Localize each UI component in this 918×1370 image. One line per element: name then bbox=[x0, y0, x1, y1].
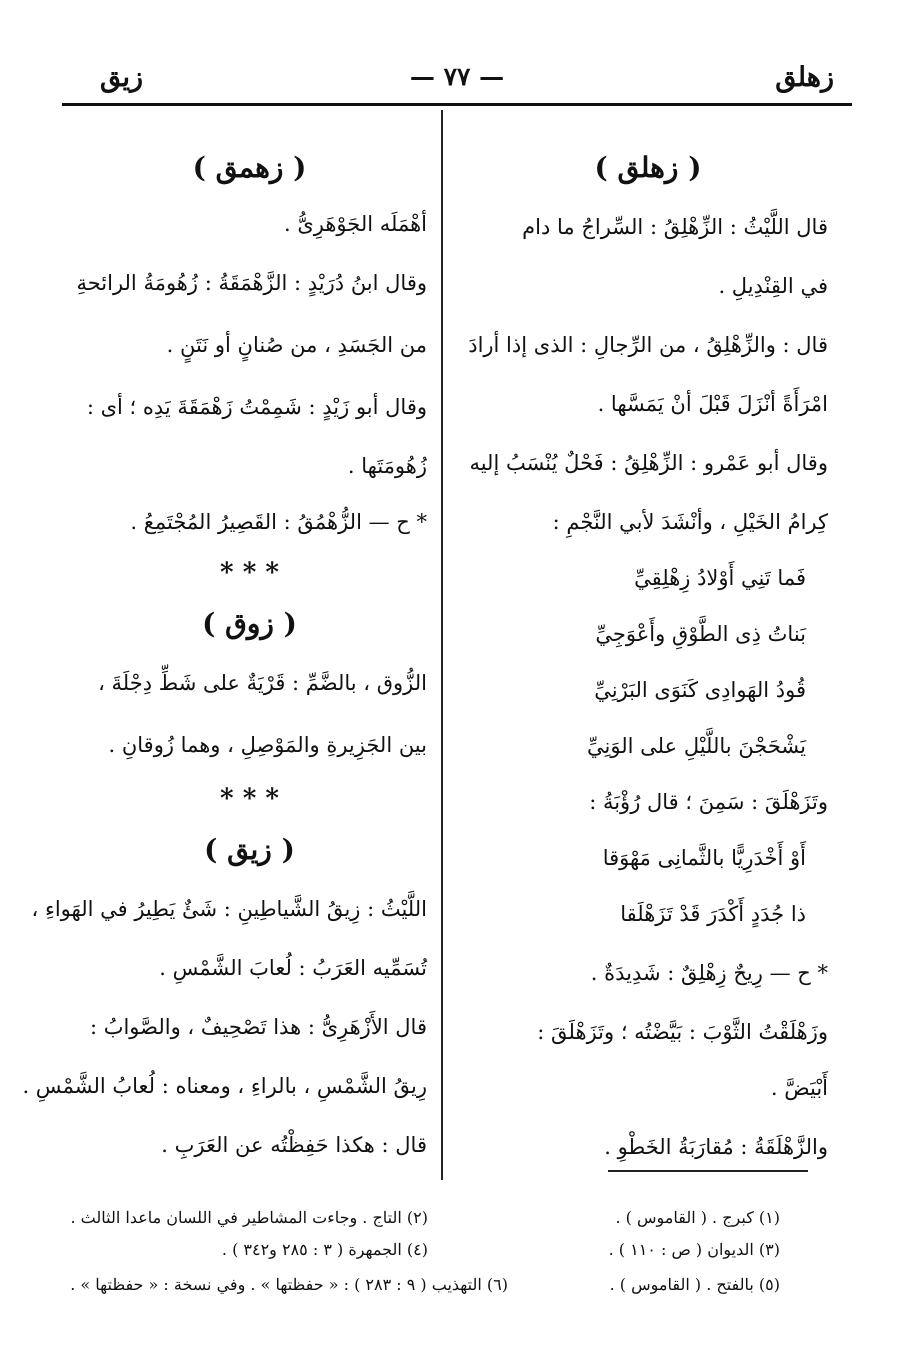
column-divider bbox=[441, 110, 443, 1180]
verse-line: أَوْ أَخْدَرِيًّا بالثَّمانِى مَهْوَقا bbox=[602, 846, 806, 870]
text-line: زُهُومَتَها . bbox=[347, 454, 427, 478]
text-line: امْرَأَةً أنْزَلَ قَبْلَ أنْ يَمَسَّها . bbox=[597, 392, 828, 416]
footnote-6: (٦) التهذيب ( ٩ : ٢٨٣ ) : « حفظتها » . وفي نسخة : « حفظتها » . bbox=[70, 1275, 508, 1294]
text-line: رِيقُ الشَّمْسِ ، بالراءِ ، ومعناه : لُعابُ الشَّمْسِ . bbox=[22, 1074, 427, 1098]
text-line: الزُّوق ، بالضَّمِّ : قَرْيَةٌ على شَطِّ دِجْلَةَ ، bbox=[98, 671, 427, 695]
footnote-rule bbox=[608, 1170, 808, 1172]
verse-line: ذا جُدَدٍ أَكْدَرَ قَدْ تَزَهْلَقا bbox=[620, 902, 806, 926]
text-line: أَبْيَضَّ . bbox=[770, 1076, 828, 1100]
right-column bbox=[468, 140, 828, 1178]
text-line: وتَزَهْلَقَ : سَمِنَ ؛ قال رُؤْبَةُ : bbox=[589, 790, 828, 814]
text-line: تُسَمِّيه العَرَبُ : لُعابَ الشَّمْسِ . bbox=[159, 956, 427, 980]
footnote-5: (٥) بالفتح . ( القاموس ) . bbox=[609, 1275, 780, 1294]
page-header bbox=[62, 58, 852, 98]
text-line: قال : هكذا حَفِظْتُه عن العَرَبِ . bbox=[161, 1133, 427, 1157]
text-line: * ح — رِيحٌ زِهْلِقٌ : شَدِيدَةٌ . bbox=[590, 961, 828, 985]
text-line: قال اللَّيْثُ : الزِّهْلِقُ : السِّراجُ ما دام bbox=[522, 215, 828, 239]
footnote-2: (٢) التاج . وجاءت المشاطير في اللسان ماعدا الثالث . bbox=[70, 1208, 428, 1227]
entry-title-zwq: ( زوق ) bbox=[202, 607, 297, 640]
text-line: قال : والزِّهْلِقُ ، من الرِّجالِ : الذى إذا أرادَ bbox=[468, 333, 828, 357]
section-separator: * * * bbox=[220, 784, 279, 814]
text-line: وقال أبو عَمْرو : الزِّهْلِقُ : فَحْلٌ يُنْسَبُ إليه bbox=[469, 451, 828, 475]
verse-line: يَشْحَجْنَ باللَّيْلِ على الوَنِيِّ bbox=[587, 734, 806, 758]
text-line: بين الجَزِيرةِ والمَوْصِلِ ، وهما زُوقانِ . bbox=[108, 733, 427, 757]
footnote-1: (١) كبرج . ( القاموس ) . bbox=[615, 1208, 780, 1227]
entry-title-zhlq: ( زهلق ) bbox=[594, 151, 702, 184]
text-line: كِرامُ الخَيْلِ ، وأنْشَدَ لأبي النَّجْمِ : bbox=[552, 510, 828, 534]
text-line: اللَّيْثُ : زِيقُ الشَّياطِينِ : شَئٌ يَطِيرُ في الهَواءِ ، bbox=[31, 897, 427, 921]
entry-title-zyq: ( زيق ) bbox=[204, 833, 295, 866]
verse-line: قُودُ الهَوادِى كَنَوَى البَرْنِيِّ bbox=[594, 678, 806, 702]
page-number: — ٧٧ — bbox=[409, 62, 505, 91]
text-line: من الجَسَدِ ، من صُنانٍ أو نَتَنٍ . bbox=[166, 333, 427, 357]
text-line: والزَّهْلَقَةُ : مُقارَبَةُ الخَطْوِ . bbox=[604, 1135, 828, 1159]
header-rule bbox=[62, 103, 852, 106]
text-line: في القِنْدِيلِ . bbox=[718, 274, 828, 298]
text-line: أهْمَلَه الجَوْهَرِىُّ . bbox=[283, 212, 427, 236]
text-line: قال الأَزْهَرِىُّ : هذا تَصْحِيفٌ ، والصَّوابُ : bbox=[89, 1015, 427, 1039]
left-column bbox=[22, 140, 427, 1176]
entry-title-zhmq: ( زهمق ) bbox=[192, 151, 307, 184]
header-right-root: زهلق bbox=[775, 62, 834, 93]
text-line: وقال ابنُ دُرَيْدٍ : الزَّهْمَقَةُ : زُهُومَةُ الرائحةِ bbox=[76, 271, 427, 295]
text-line: * ح — الزُّهْمُقُ : القَصِيرُ المُجْتَمِعُ . bbox=[130, 510, 427, 534]
verse-line: بَناتُ ذِى الطَّوْقِ وأَعْوَجِيِّ bbox=[595, 622, 806, 646]
section-separator: * * * bbox=[220, 558, 279, 588]
verse-line: فَما تَنِي أَوْلادُ زِهْلِقِيِّ bbox=[634, 566, 806, 590]
footnote-3: (٣) الديوان ( ص : ١١٠ ) . bbox=[608, 1240, 780, 1259]
header-left-root: زيق bbox=[100, 62, 144, 93]
text-line: وقال أبو زَيْدٍ : شَمِمْتُ زَهْمَقَةَ يَدِه ؛ أى : bbox=[86, 395, 427, 419]
footnote-4: (٤) الجمهرة ( ٣ : ٢٨٥ و٣٤٢ ) . bbox=[221, 1240, 428, 1259]
text-line: وزَهْلَقْتُ الثَّوْبَ : بَيَّضْتُه ؛ وتَزَهْلَقَ : bbox=[537, 1020, 828, 1044]
